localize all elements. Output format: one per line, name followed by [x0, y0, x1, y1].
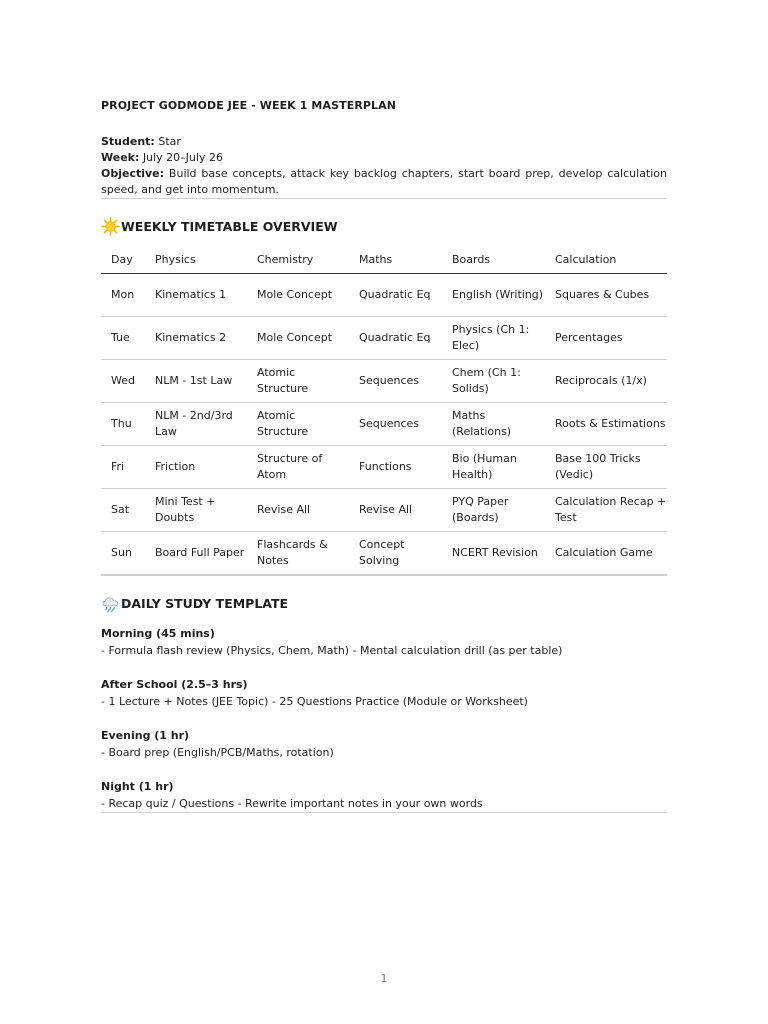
- cell-physics: NLM - 2nd/3rd Law: [145, 403, 247, 446]
- cell-boards: Bio (Human Health): [442, 446, 545, 489]
- cell-maths: Functions: [349, 446, 442, 489]
- table-row: [101, 403, 667, 446]
- table-row: [101, 317, 667, 360]
- study-block-text: - Formula flash review (Physics, Chem, Math) - Mental calculation drill (as per table): [101, 644, 563, 657]
- column-header-day: Day: [101, 245, 145, 274]
- cell-maths: Quadratic Eq: [349, 317, 442, 360]
- study-block-text: - 1 Lecture + Notes (JEE Topic) - 25 Questions Practice (Module or Worksheet): [101, 695, 528, 708]
- cell-chemistry: Atomic Structure: [247, 403, 349, 446]
- column-header-boards: Boards: [442, 245, 545, 274]
- week-label: Week:: [101, 151, 140, 164]
- cell-day: Fri: [101, 446, 145, 489]
- cell-day: Wed: [101, 360, 145, 403]
- timetable-heading: [101, 217, 667, 236]
- cell-boards: English (Writing): [442, 274, 545, 317]
- rain-cloud-icon: [101, 594, 120, 613]
- study-block-text: - Recap quiz / Questions - Rewrite important notes in your own words: [101, 797, 483, 810]
- cell-physics: NLM - 1st Law: [145, 360, 247, 403]
- document-meta: [101, 134, 667, 198]
- study-block-morning: [101, 625, 667, 659]
- cell-calculation: Squares & Cubes: [545, 274, 667, 317]
- column-header-calculation: Calculation: [545, 245, 667, 274]
- cell-chemistry: Flashcards & Notes: [247, 532, 349, 575]
- study-block-night: [101, 778, 667, 812]
- divider: [101, 575, 667, 576]
- cell-maths: Revise All: [349, 489, 442, 532]
- cell-boards: PYQ Paper (Boards): [442, 489, 545, 532]
- divider: [101, 812, 667, 813]
- timetable-table: [101, 245, 667, 575]
- cell-calculation: Calculation Game: [545, 532, 667, 575]
- cell-day: Sun: [101, 532, 145, 575]
- daily-template-heading: [101, 594, 667, 613]
- cell-day: Thu: [101, 403, 145, 446]
- cell-calculation: Roots & Estimations: [545, 403, 667, 446]
- study-block-title: Evening (1 hr): [101, 729, 190, 742]
- cell-maths: Sequences: [349, 403, 442, 446]
- cell-chemistry: Revise All: [247, 489, 349, 532]
- cell-chemistry: Atomic Structure: [247, 360, 349, 403]
- cell-chemistry: Mole Concept: [247, 317, 349, 360]
- cell-physics: Friction: [145, 446, 247, 489]
- cell-physics: Kinematics 1: [145, 274, 247, 317]
- cell-physics: Kinematics 2: [145, 317, 247, 360]
- column-header-chemistry: Chemistry: [247, 245, 349, 274]
- objective-value: Build base concepts, attack key backlog chapters, start board prep, develop calculation speed, and get into momentum.: [101, 167, 668, 196]
- cell-calculation: Calculation Recap + Test: [545, 489, 667, 532]
- study-block-title: Morning (45 mins): [101, 627, 215, 640]
- cell-calculation: Reciprocals (1/x): [545, 360, 667, 403]
- document-title: PROJECT GODMODE JEE - WEEK 1 MASTERPLAN: [101, 99, 397, 112]
- cell-boards: Maths (Relations): [442, 403, 545, 446]
- cell-day: Mon: [101, 274, 145, 317]
- study-block-text: - Board prep (English/PCB/Maths, rotation): [101, 746, 334, 759]
- table-row: [101, 274, 667, 317]
- cell-calculation: Percentages: [545, 317, 667, 360]
- table-row: [101, 532, 667, 575]
- study-block-after-school: [101, 676, 667, 710]
- study-block-evening: [101, 727, 667, 761]
- divider: [101, 198, 667, 199]
- student-value: Star: [158, 135, 181, 148]
- cell-calculation: Base 100 Tricks (Vedic): [545, 446, 667, 489]
- student-line: [101, 134, 667, 150]
- timetable-heading-text: WEEKLY TIMETABLE OVERVIEW: [121, 218, 338, 234]
- cell-boards: Physics (Ch 1: Elec): [442, 317, 545, 360]
- table-header-row: [101, 245, 667, 274]
- week-value: July 20–July 26: [142, 151, 223, 164]
- cell-boards: NCERT Revision: [442, 532, 545, 575]
- column-header-physics: Physics: [145, 245, 247, 274]
- cell-day: Sat: [101, 489, 145, 532]
- page-number: 1: [380, 972, 388, 985]
- cell-physics: Board Full Paper: [145, 532, 247, 575]
- daily-template-heading-text: DAILY STUDY TEMPLATE: [121, 595, 289, 611]
- week-line: [101, 150, 667, 166]
- cell-maths: Quadratic Eq: [349, 274, 442, 317]
- cell-day: Tue: [101, 317, 145, 360]
- table-row: [101, 446, 667, 489]
- table-row: [101, 489, 667, 532]
- cell-physics: Mini Test + Doubts: [145, 489, 247, 532]
- cell-chemistry: Structure of Atom: [247, 446, 349, 489]
- objective-label: Objective:: [101, 167, 165, 180]
- sun-icon: [101, 217, 120, 236]
- cell-boards: Chem (Ch 1: Solids): [442, 360, 545, 403]
- document-page: [101, 99, 667, 813]
- cell-maths: Sequences: [349, 360, 442, 403]
- cell-maths: Concept Solving: [349, 532, 442, 575]
- cell-chemistry: Mole Concept: [247, 274, 349, 317]
- study-block-title: Night (1 hr): [101, 780, 174, 793]
- study-block-title: After School (2.5–3 hrs): [101, 678, 248, 691]
- objective-line: [101, 166, 667, 198]
- column-header-maths: Maths: [349, 245, 442, 274]
- table-row: [101, 360, 667, 403]
- student-label: Student:: [101, 135, 155, 148]
